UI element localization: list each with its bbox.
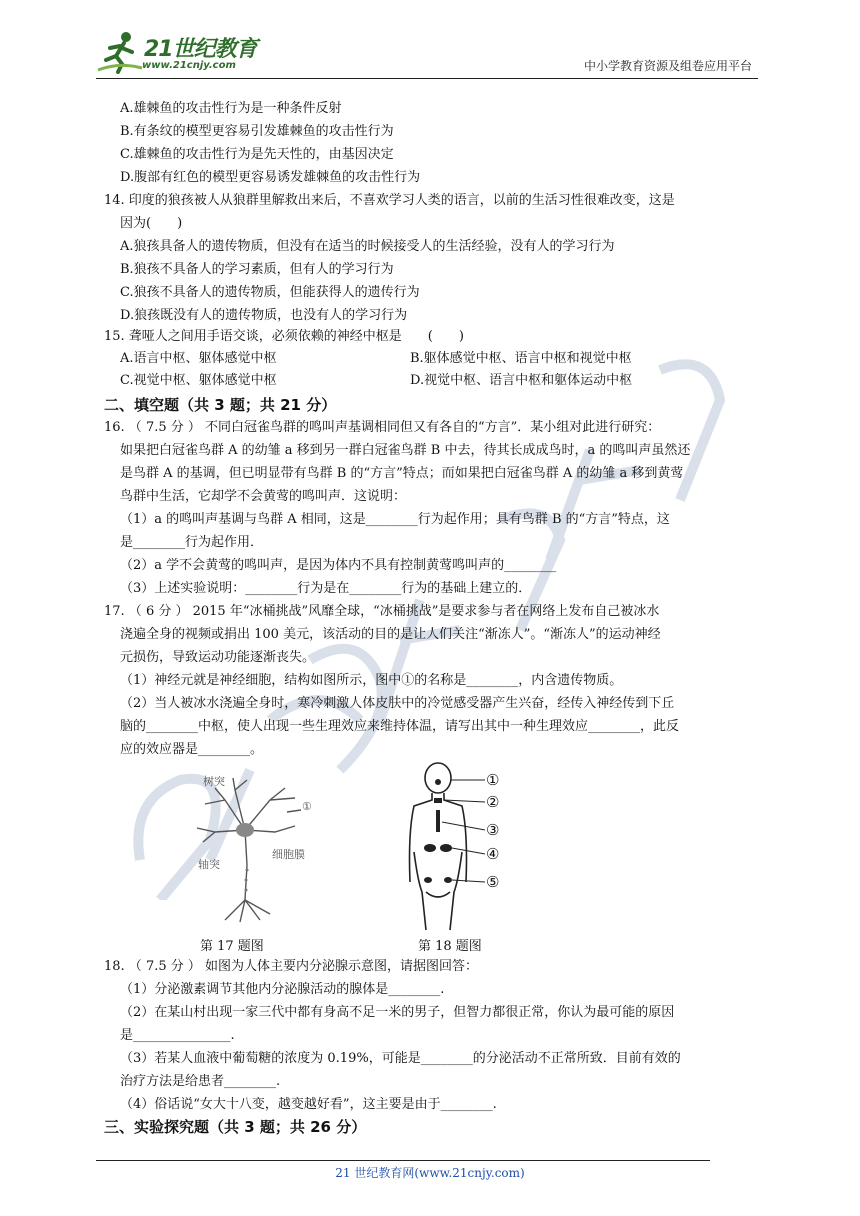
platform-name: 中小学教育资源及组卷应用平台 (583, 59, 752, 73)
q17-part-2-line-3: 应的效应器是________。 (120, 742, 264, 757)
q16-line-2: 如果把白冠雀鸟群 A 的幼雏 a 移到另一群白冠雀鸟群 B 中去，待其长成成鸟时，a 的鸣叫声虽然还 (120, 443, 691, 458)
footer-text: 21 世纪教育网(www.21cnjy.com) (335, 1166, 525, 1180)
q16-part-3: （3）上述实验说明：________行为是在________行为的基础上建立的． (120, 581, 532, 596)
endocrine-label-4: ④ (486, 845, 500, 863)
q17-line-3: 元损伤，导致运动功能逐渐丧失。 (120, 650, 316, 665)
q15-stem: 15. 聋哑人之间用手语交谈，必须依赖的神经中枢是 ( ) (104, 329, 464, 344)
q16-part-1-line-2: 是________行为起作用． (120, 535, 264, 550)
q16-part-1-line-1: （1）a 的鸣叫声基调与鸟群 A 相同，这是________行为起作用；具有鸟群 B 的“方言”特点，这 (120, 512, 670, 527)
q18-part-1: （1）分泌激素调节其他内分泌腺活动的腺体是________. (120, 982, 445, 997)
q16-line-3: 是鸟群 A 的基调，但已明显带有鸟群 B 的“方言”特点；而如果把白冠雀鸟群 A 的幼雏 a 移到黄莺 (120, 466, 684, 481)
q18-part-2-line-2: 是_______________. (120, 1028, 235, 1043)
q18-part-2-line-1: （2）在某山村出现一家三代中都有身高不足一米的男子，但智力都很正常，你认为最可能的原因 (120, 1005, 675, 1020)
q15-option-d: D.视觉中枢、语言中枢和躯体运动中枢 (410, 373, 633, 388)
endocrine-label-1: ① (486, 771, 500, 789)
figure-17-caption: 第 17 题图 (200, 939, 264, 954)
logo-url: www.21cnjy.com (142, 60, 236, 71)
neuron-figure (175, 770, 365, 930)
q15-option-b: B.躯体感觉中枢、语言中枢和视觉中枢 (410, 351, 632, 366)
q14-stem-line-2: 因为( ) (120, 216, 183, 231)
logo-text: 21世纪教育 (144, 37, 257, 62)
q16-line-4: 鸟群中生活，它却学不会黄莺的鸣叫声．这说明： (120, 489, 407, 504)
q17-part-2-line-2: 脑的________中枢，使人出现一些生理效应来维持体温，请写出其中一种生理效应________，此反 (120, 719, 680, 734)
q15-option-a: A.语言中枢、躯体感觉中枢 (120, 351, 277, 366)
label-axon: 轴突 (198, 858, 220, 871)
q18-stem: 18. （ 7.5 分 ） 如图为人体主要内分泌腺示意图，请据图回答： (104, 959, 479, 974)
q14-option-d: D.狼孩既没有人的遗传物质，也没有人的学习行为 (120, 308, 408, 323)
q16-line-1: 16. （ 7.5 分 ） 不同白冠雀鸟群的鸣叫声基调相同但又有各自的“方言”．某小组对此进行研究： (104, 420, 661, 435)
endocrine-label-5: ⑤ (486, 873, 500, 891)
q14-option-a: A.狼孩具备人的遗传物质，但没有在适当的时候接受人的生活经验，没有人的学习行为 (120, 239, 615, 254)
q13-option-b: B.有条纹的模型更容易引发雄棘鱼的攻击性行为 (120, 124, 394, 139)
logo (96, 30, 266, 76)
endocrine-figure (400, 762, 530, 932)
q18-part-3-line-2: 治疗方法是给患者________. (120, 1074, 281, 1089)
q17-line-2: 浇遍全身的视频或捐出 100 美元，该活动的目的是让人们关注“渐冻人”。“渐冻人”的运动神经 (120, 627, 661, 642)
q18-part-4: （4）俗话说“女大十八变，越变越好看”，这主要是由于________. (120, 1097, 497, 1112)
q13-option-c: C.雄棘鱼的攻击性行为是先天性的，由基因决定 (120, 147, 394, 162)
q14-stem-line-1: 14. 印度的狼孩被人从狼群里解救出来后，不喜欢学习人类的语言，以前的生活习性很难改变，这是 (104, 193, 675, 208)
q16-part-2: （2）a 学不会黄莺的鸣叫声，是因为体内不具有控制黄莺鸣叫声的________ (120, 558, 557, 573)
q18-part-3-line-1: （3）若某人血液中葡萄糖的浓度为 0.19%，可能是________的分泌活动不正常所致．目前有效的 (120, 1051, 681, 1066)
section-heading-fill-in: 二、填空题（共 3 题；共 21 分） (104, 396, 337, 414)
endocrine-label-2: ② (486, 793, 500, 811)
label-marker-1: ① (302, 800, 312, 813)
q13-option-a: A.雄棘鱼的攻击性行为是一种条件反射 (120, 101, 342, 116)
label-dendrite: 树突 (203, 775, 225, 788)
q17-line-1: 17. （ 6 分 ） 2015 年“冰桶挑战”风靡全球，“冰桶挑战”是要求参与者在网络上发布自己被冰水 (104, 604, 660, 619)
q14-option-b: B.狼孩不具备人的学习素质，但有人的学习行为 (120, 262, 394, 277)
runner-logo-icon (96, 30, 144, 74)
section-heading-experiment: 三、实验探究题（共 3 题；共 26 分） (104, 1118, 367, 1136)
q17-part-2-line-1: （2）当人被冰水浇遍全身时，寒冷刺激人体皮肤中的冷觉感受器产生兴奋，经传入神经传到下丘 (120, 696, 675, 711)
q14-option-c: C.狼孩不具备人的遗传物质，但能获得人的遗传行为 (120, 285, 420, 300)
page-header (96, 30, 758, 79)
footer-divider (96, 1160, 710, 1161)
figure-18-caption: 第 18 题图 (418, 939, 482, 954)
q15-option-c: C.视觉中枢、躯体感觉中枢 (120, 373, 277, 388)
q17-part-1: （1）神经元就是神经细胞，结构如图所示，图中①的名称是________，内含遗传物质。 (120, 673, 623, 688)
label-cell-body: 细胞膜 (272, 848, 305, 861)
q13-option-d: D.腹部有红色的模型更容易诱发雄棘鱼的攻击性行为 (120, 170, 421, 185)
endocrine-label-3: ③ (486, 821, 500, 839)
